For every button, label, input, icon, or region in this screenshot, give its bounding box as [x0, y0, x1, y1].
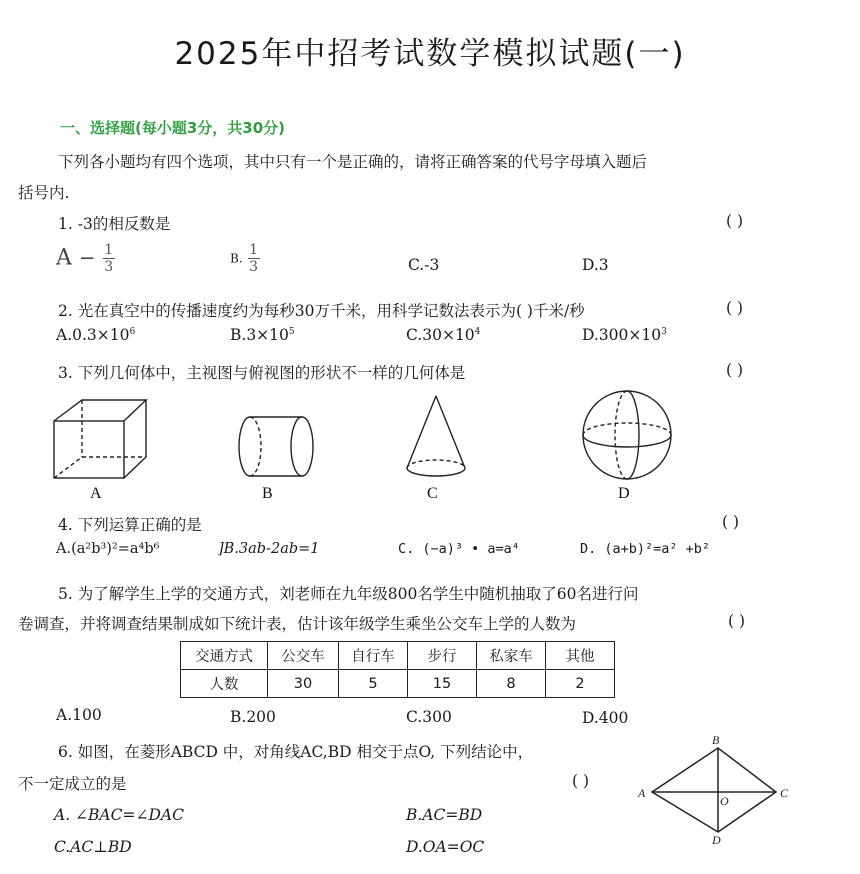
q1-b-letter: B. — [230, 251, 243, 266]
center-label-o: O — [720, 794, 729, 808]
q5-stem-line-1: 5. 为了解学生上学的交通方式，刘老师在九年级800名学生中随机抽取了60名进行问 — [58, 585, 639, 603]
q5-option-c: C.300 — [406, 708, 452, 726]
q3-label-b: B — [262, 485, 273, 502]
q5-option-a: A.100 — [56, 706, 102, 724]
q2-a-base: A.0.3×10 — [56, 326, 130, 344]
q4-option-b: ]B.3ab-2ab=1 — [218, 541, 320, 557]
q4-answer-paren: ( ) — [722, 513, 740, 531]
q1-option-d: D.3 — [582, 256, 609, 274]
table-cell: 15 — [408, 670, 477, 698]
q1-option-b — [230, 242, 260, 275]
table-cell: 2 — [546, 670, 615, 698]
q3-answer-paren: ( ) — [726, 361, 744, 379]
vertex-label-c: C — [780, 786, 789, 800]
q2-c-base: C.30×10 — [406, 326, 475, 344]
table-header-row — [181, 642, 615, 670]
table-cell: 8 — [477, 670, 546, 698]
vertex-label-b: B — [712, 734, 720, 747]
q6-option-d: D.OA=OC — [406, 838, 485, 856]
q2-d-base: D.300×10 — [582, 326, 662, 344]
q4-option-d: D. (a+b)²=a² +b² — [580, 541, 711, 557]
q5-option-b: B.200 — [230, 708, 276, 726]
intro-line-1: 下列各小题均有四个选项，其中只有一个是正确的，请将正确答案的代号字母填入题后 — [58, 153, 648, 171]
q3-stem: 3. 下列几何体中，主视图与俯视图的形状不一样的几何体是 — [58, 364, 466, 382]
q1-b-numerator: 1 — [249, 242, 259, 258]
rhombus-figure — [630, 734, 800, 846]
table-cell: 人数 — [181, 670, 268, 698]
vertex-label-d: D — [712, 833, 721, 846]
rhombus-shape — [652, 748, 776, 832]
table-header-cell: 自行车 — [339, 642, 408, 670]
table-cell: 5 — [339, 670, 408, 698]
q1-a-numerator: 1 — [104, 242, 114, 258]
q4-option-a: A.(a²b³)²=a⁴b⁶ — [56, 541, 160, 557]
section-heading: 一、选择题(每小题3分，共30分) — [60, 119, 286, 137]
table-cell: 30 — [268, 670, 339, 698]
q2-a-exponent: 6 — [129, 326, 136, 337]
q3-label-d: D — [618, 485, 630, 502]
q2-option-b — [230, 326, 295, 344]
q2-c-exponent: 4 — [474, 326, 481, 337]
vertex-label-a: A — [638, 786, 646, 800]
q1-answer-paren: ( ) — [726, 212, 744, 230]
q3-label-c: C — [427, 485, 438, 502]
q6-answer-paren: ( ) — [572, 772, 590, 790]
cylinder-icon — [239, 417, 313, 476]
table-header-cell: 步行 — [408, 642, 477, 670]
q1-a-fraction — [103, 242, 115, 275]
q3-label-a: A — [90, 485, 102, 502]
q2-stem: 2. 光在真空中的传播速度约为每秒30万千米，用科学记数法表示为( )千米/秒 — [58, 302, 585, 320]
q1-a-sign: − — [78, 245, 96, 270]
q6-option-a: A. ∠BAC=∠DAC — [54, 806, 184, 824]
cube-icon — [54, 400, 146, 478]
q6-option-c: C.AC⊥BD — [54, 838, 132, 856]
q1-a-letter: A — [56, 245, 72, 271]
q1-stem: 1. -3的相反数是 — [58, 215, 171, 233]
q1-b-fraction — [248, 242, 260, 275]
q1-option-c: C.-3 — [408, 256, 440, 274]
q2-option-d — [582, 326, 667, 344]
table-header-cell: 公交车 — [268, 642, 339, 670]
q3-solids-figure — [40, 388, 740, 508]
q2-option-c — [406, 326, 480, 344]
q2-b-base: B.3×10 — [230, 326, 289, 344]
q4-stem: 4. 下列运算正确的是 — [58, 516, 202, 534]
q6-stem-line-1: 6. 如图，在菱形ABCD 中，对角线AC,BD 相交于点O, 下列结论中， — [58, 743, 534, 761]
cone-icon — [407, 396, 465, 476]
table-header-cell: 其他 — [546, 642, 615, 670]
q2-d-exponent: 3 — [661, 326, 667, 337]
q1-a-denominator: 3 — [104, 259, 114, 275]
q5-option-d: D.400 — [582, 709, 629, 727]
q6-stem-line-2: 不一定成立的是 — [18, 775, 127, 793]
page-title: 2025年中招考试数学模拟试题(一) — [174, 36, 686, 72]
sphere-icon — [583, 391, 671, 479]
table-header-cell: 私家车 — [477, 642, 546, 670]
q2-b-exponent: 5 — [288, 326, 295, 337]
q4-option-c: C. (−a)³ • a=a⁴ — [398, 541, 520, 557]
table-header-cell: 交通方式 — [181, 642, 268, 670]
q5-statistics-table — [180, 641, 615, 698]
q1-b-denominator: 3 — [249, 259, 259, 275]
q1-option-a — [56, 242, 115, 275]
q5-answer-paren: ( ) — [728, 612, 746, 630]
q2-option-a — [56, 326, 135, 344]
q2-answer-paren: ( ) — [726, 299, 744, 317]
q5-stem-line-2: 卷调查，并将调查结果制成如下统计表，估计该年级学生乘坐公交车上学的人数为 — [18, 615, 577, 633]
q6-option-b: B.AC=BD — [406, 806, 483, 824]
intro-line-2: 括号内. — [18, 184, 70, 202]
table-row — [181, 670, 615, 698]
